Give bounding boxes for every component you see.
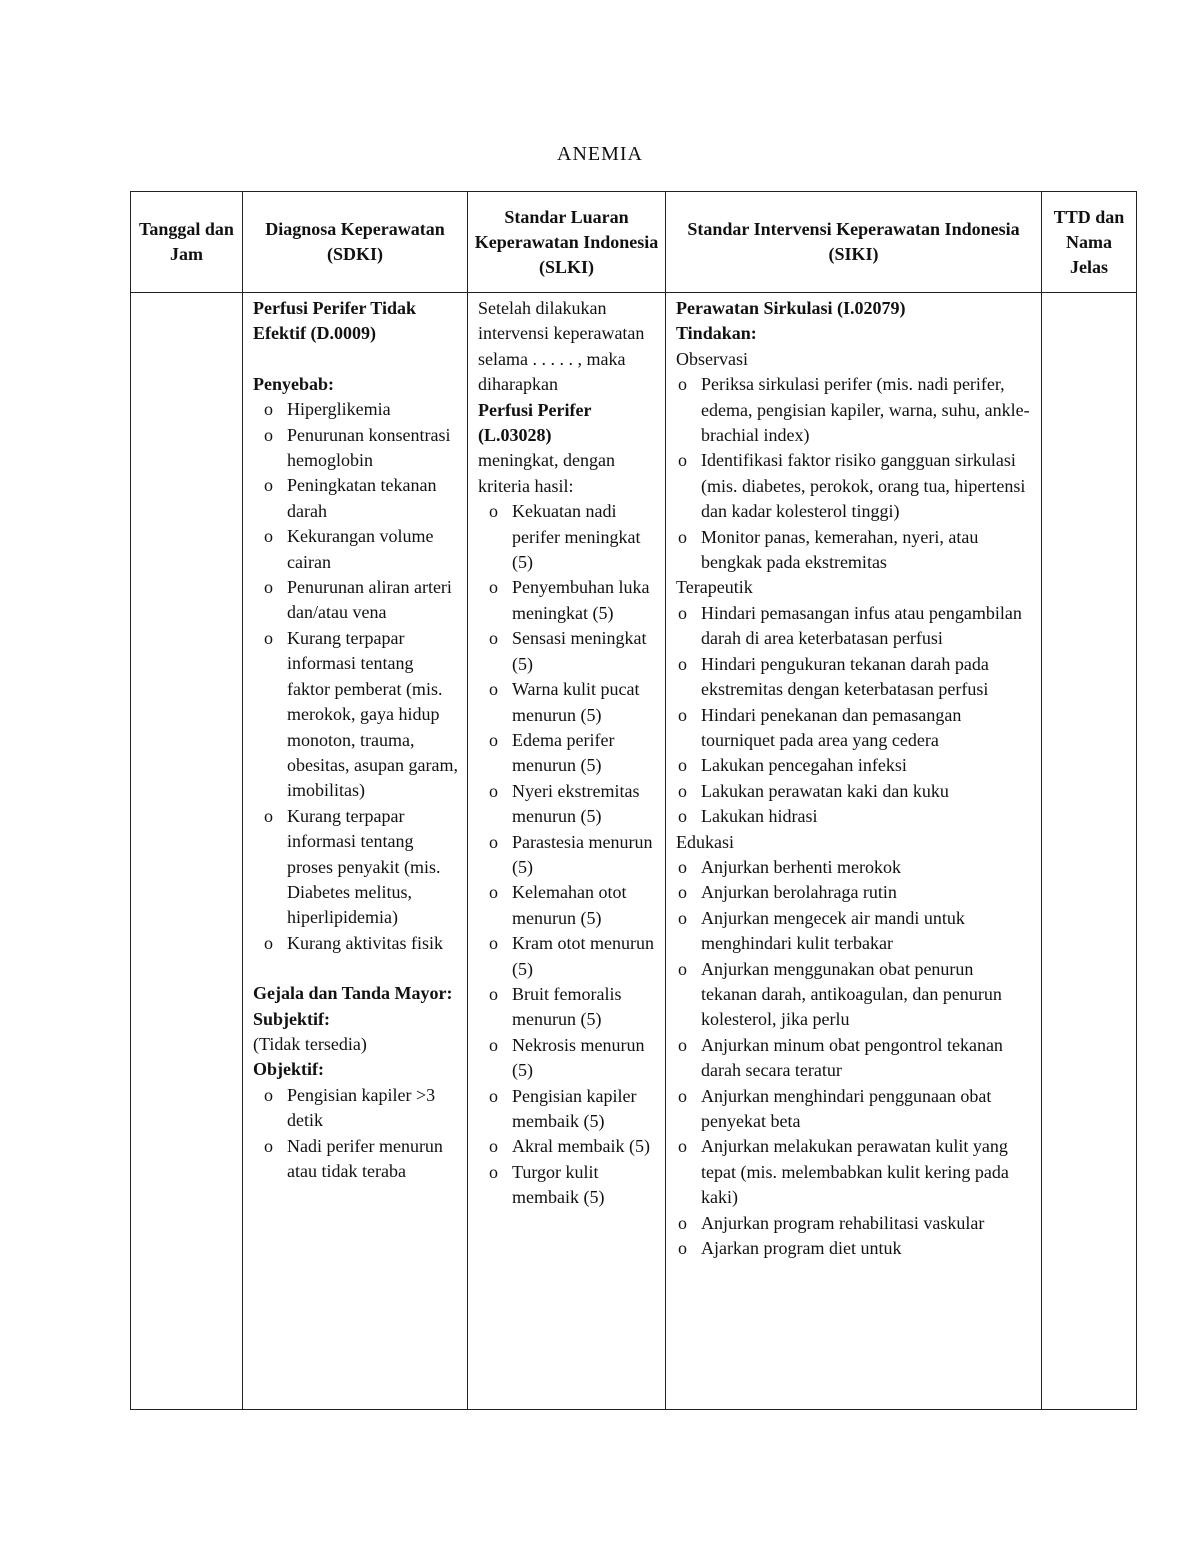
list-item: o Penurunan konsentrasi hemoglobin <box>253 423 459 474</box>
sdki-cell <box>243 293 468 1410</box>
objective-list <box>253 1083 459 1185</box>
objective-heading: Objektif: <box>253 1059 324 1080</box>
list-item: o Periksa sirkulasi perifer (mis. nadi perifer, edema, pengisian kapiler, warna, suhu, ankle-brachial index) <box>676 372 1033 448</box>
list-item: o Edema perifer menurun (5) <box>478 728 657 779</box>
signature-cell[interactable] <box>1042 293 1137 1410</box>
list-item: o Anjurkan program rehabilitasi vaskular <box>676 1211 1033 1236</box>
table-row <box>131 293 1137 1410</box>
list-item: o Pengisian kapiler >3 detik <box>253 1083 459 1134</box>
list-item: o Kurang terpapar informasi tentang faktor pemberat (mis. merokok, gaya hidup monoton, trauma, obesitas, asupan garam, imobilitas) <box>253 626 459 804</box>
list-item: o Monitor panas, kemerahan, nyeri, atau bengkak pada ekstremitas <box>676 525 1033 576</box>
list-item: o Warna kulit pucat menurun (5) <box>478 677 657 728</box>
list-item: o Pengisian kapiler membaik (5) <box>478 1084 657 1135</box>
list-item: o Anjurkan melakukan perawatan kulit yang tepat (mis. melembabkan kulit kering pada kaki) <box>676 1134 1033 1210</box>
siki-cell <box>666 293 1042 1410</box>
list-item: o Lakukan hidrasi <box>676 804 1033 829</box>
slki-outcome: Perfusi Perifer (L.03028) <box>478 399 592 446</box>
list-item: o Nyeri ekstremitas menurun (5) <box>478 779 657 830</box>
list-item: o Turgor kulit membaik (5) <box>478 1160 657 1211</box>
list-item: o Anjurkan minum obat pengontrol tekanan darah secara teratur <box>676 1033 1033 1084</box>
list-item: o Kekurangan volume cairan <box>253 524 459 575</box>
edukasi-heading: Edukasi <box>676 831 734 852</box>
header-slki: Standar Luaran Keperawatan Indonesia (SLKI) <box>468 192 666 293</box>
list-item: o Penyembuhan luka meningkat (5) <box>478 575 657 626</box>
list-item: o Nekrosis menurun (5) <box>478 1033 657 1084</box>
actions-heading: Tindakan: <box>676 323 757 344</box>
table-header-row <box>131 192 1137 293</box>
slki-intro: Setelah dilakukan intervensi keperawatan selama . . . . . , maka diharapkan <box>478 298 645 395</box>
slki-cell <box>468 293 666 1410</box>
major-signs-heading: Gejala dan Tanda Mayor: <box>253 983 453 1004</box>
list-item: o Parastesia menurun (5) <box>478 830 657 881</box>
list-item: o Sensasi meningkat (5) <box>478 626 657 677</box>
list-item: o Lakukan perawatan kaki dan kuku <box>676 779 1033 804</box>
list-item: o Identifikasi faktor risiko gangguan sirkulasi (mis. diabetes, perokok, orang tua, hipertensi dan kadar kolesterol tinggi) <box>676 448 1033 524</box>
edukasi-list <box>676 855 1033 1262</box>
list-item: o Hindari penekanan dan pemasangan tourniquet pada area yang cedera <box>676 703 1033 754</box>
list-item: o Peningkatan tekanan darah <box>253 473 459 524</box>
list-item: o Anjurkan berhenti merokok <box>676 855 1033 880</box>
observasi-list <box>676 372 1033 575</box>
header-date-time: Tanggal dan Jam <box>131 192 243 293</box>
intervention-title: Perawatan Sirkulasi (I.02079) <box>676 298 906 318</box>
list-item: o Bruit femoralis menurun (5) <box>478 982 657 1033</box>
list-item: o Kram otot menurun (5) <box>478 931 657 982</box>
diagnosis-title: Perfusi Perifer Tidak Efektif (D.0009) <box>253 298 416 344</box>
terapeutik-list <box>676 601 1033 830</box>
slki-outro: meningkat, dengan kriteria hasil: <box>478 450 615 496</box>
header-sdki: Diagnosa Keperawatan (SDKI) <box>243 192 468 293</box>
list-item: o Kekuatan nadi perifer meningkat (5) <box>478 499 657 575</box>
list-item: o Nadi perifer menurun atau tidak teraba <box>253 1134 459 1185</box>
terapeutik-heading: Terapeutik <box>676 577 753 598</box>
list-item: o Anjurkan mengecek air mandi untuk menghindari kulit terbakar <box>676 906 1033 957</box>
subjective-heading: Subjektif: <box>253 1008 331 1029</box>
list-item: o Hindari pemasangan infus atau pengambilan darah di area keterbatasan perfusi <box>676 601 1033 652</box>
list-item: o Lakukan pencegahan infeksi <box>676 753 1033 778</box>
header-siki: Standar Intervensi Keperawatan Indonesia (SIKI) <box>666 192 1042 293</box>
list-item: o Kurang aktivitas fisik <box>253 931 459 956</box>
document-title: ANEMIA <box>557 143 643 165</box>
list-item: o Anjurkan menggunakan obat penurun tekanan darah, antikoagulan, dan penurun kolesterol, jika perlu <box>676 957 1033 1033</box>
list-item: o Anjurkan berolahraga rutin <box>676 880 1033 905</box>
list-item: o Penurunan aliran arteri dan/atau vena <box>253 575 459 626</box>
list-item: o Hiperglikemia <box>253 397 459 422</box>
criteria-list <box>478 499 657 1210</box>
observasi-heading: Observasi <box>676 348 748 369</box>
date-time-cell[interactable] <box>131 293 243 1410</box>
list-item: o Ajarkan program diet untuk <box>676 1236 1033 1261</box>
list-item: o Kurang terpapar informasi tentang proses penyakit (mis. Diabetes melitus, hiperlipidemia) <box>253 804 459 931</box>
header-signature: TTD dan Nama Jelas <box>1042 192 1137 293</box>
nursing-care-plan-table <box>130 191 1137 1410</box>
list-item: o Anjurkan menghindari penggunaan obat penyekat beta <box>676 1084 1033 1135</box>
list-item: o Kelemahan otot menurun (5) <box>478 880 657 931</box>
subjective-text: (Tidak tersedia) <box>253 1033 367 1054</box>
list-item: o Hindari pengukuran tekanan darah pada ekstremitas dengan keterbatasan perfusi <box>676 652 1033 703</box>
cause-heading: Penyebab: <box>253 373 334 394</box>
cause-list <box>253 397 459 956</box>
list-item: o Akral membaik (5) <box>478 1134 657 1159</box>
